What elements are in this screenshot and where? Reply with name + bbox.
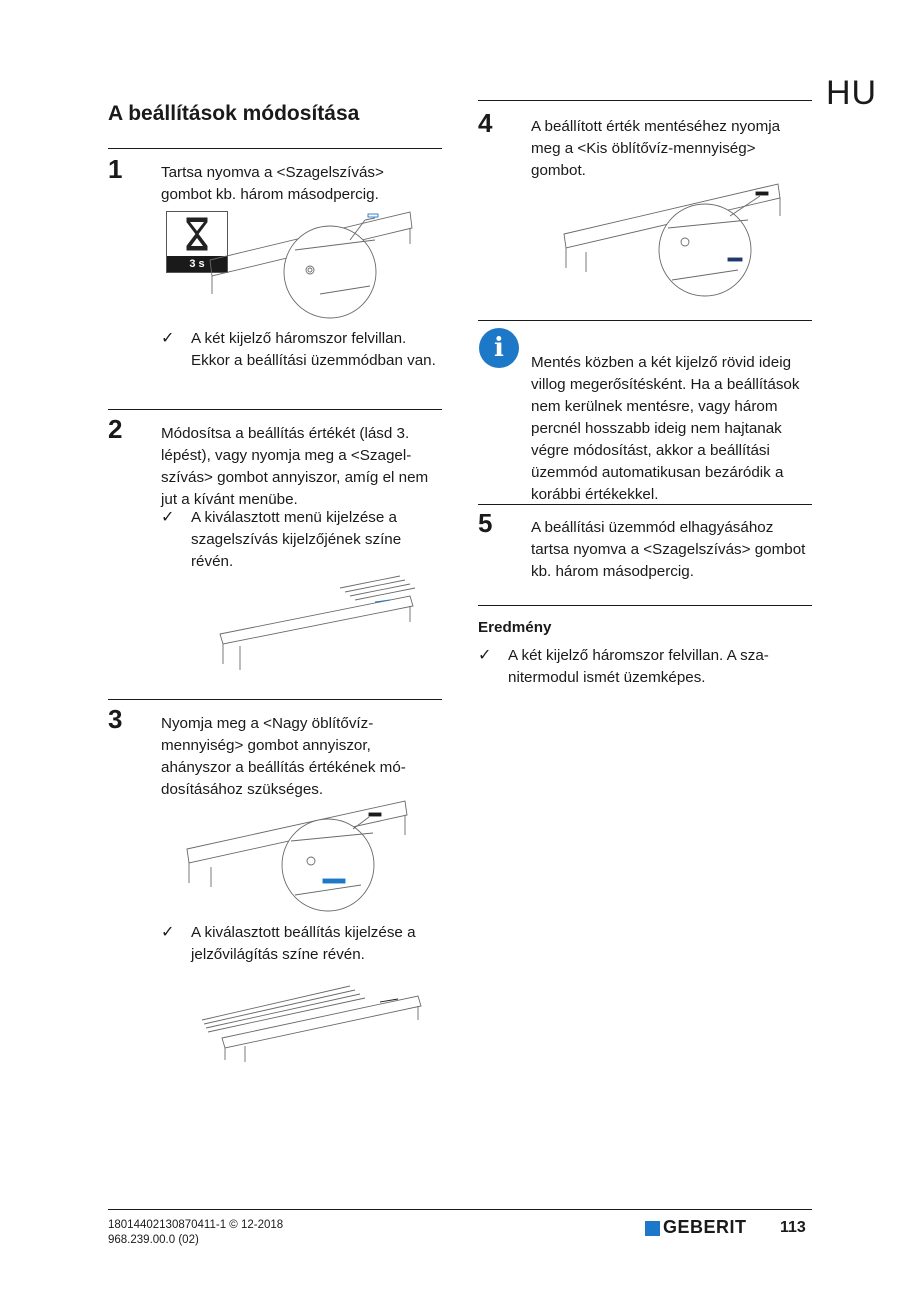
divider xyxy=(478,605,812,606)
checkmark-icon: ✓ xyxy=(478,647,492,664)
step-1-illustration xyxy=(200,200,420,320)
brand-logo: GEBERIT xyxy=(663,1217,747,1237)
timer-label: 3 s xyxy=(167,256,227,272)
language-code: HU xyxy=(826,74,878,112)
doc-number: 18014402130870411-1 © 12-2018 xyxy=(108,1219,284,1231)
doc-code: 968.239.00.0 (02) xyxy=(108,1234,199,1246)
info-icon: i xyxy=(479,328,519,368)
step-number: 2 xyxy=(108,414,123,444)
result-text: ✓ A két kijelző háromszor felvillan. A szanitermodul ismét üzemképes. xyxy=(478,645,808,689)
info-text: Mentés közben a két kijelző rövid ideig villog megerősítésként. Ha a beállítások nem kerülnek mentésre, vagy három percnél hosszabb ideig nem hajtanak végre módosítást, akkor a beállítási üzemmód automatikusan bezáródik a korábbi értékekkel. xyxy=(531,354,800,503)
divider xyxy=(108,699,442,700)
footer-rule xyxy=(108,1209,812,1210)
brand-logo-mark xyxy=(645,1221,660,1236)
step-2-result: ✓ A kiválasztott menü kijelzése a szagelszívás kijelzőjének színe révén. xyxy=(161,507,436,573)
divider xyxy=(108,409,442,410)
step-number: 1 xyxy=(108,154,123,184)
page-title: A beállítások módosítása xyxy=(108,102,360,125)
step-number: 5 xyxy=(478,508,493,538)
checkmark-icon: ✓ xyxy=(161,924,175,941)
page-number: 113 xyxy=(780,1219,806,1236)
step-4-illustration xyxy=(560,180,790,300)
result-title: Eredmény xyxy=(478,619,552,636)
step-5-text: A beállítási üzemmód elhagyásához tartsa nyomva a <Szagelszívás> gombot kb. három másodpercig. xyxy=(531,519,806,580)
divider xyxy=(478,320,812,321)
step-2-text: Módosítsa a beállítás értékét (lásd 3. lépést), vagy nyomja meg a <Szagelszívás> gombot annyiszor, amíg el nem jut a kívánt menübe. xyxy=(161,425,429,508)
checkmark-icon: ✓ xyxy=(161,509,175,526)
step-3-result: ✓ A kiválasztott beállítás kijelzése a jelzővilágítás színe révén. xyxy=(161,922,446,966)
divider xyxy=(478,504,812,505)
step-4-text: A beállított érték mentéséhez nyomja meg a <Kis öblítővíz-mennyiség> gombot. xyxy=(531,118,781,179)
step-3-result-illustration xyxy=(200,980,430,1070)
step-1-text: Tartsa nyomva a <Szagelszívás> gombot kb. három másodpercig. xyxy=(161,164,384,203)
checkmark-icon: ✓ xyxy=(161,330,175,347)
step-1-result: ✓ A két kijelző háromszor felvillan. Ekkor a beállítási üzemmódban van. xyxy=(161,328,436,372)
step-number: 3 xyxy=(108,704,123,734)
step-2-illustration xyxy=(215,574,425,674)
divider xyxy=(108,148,442,149)
step-number: 4 xyxy=(478,108,493,138)
step-3-illustration xyxy=(183,795,423,920)
step-3-text: Nyomja meg a <Nagy öblítővízmennyiség> gombot annyiszor, ahányszor a beállítás értékének módosításához szükséges. xyxy=(161,715,406,798)
header-rule xyxy=(478,100,812,101)
